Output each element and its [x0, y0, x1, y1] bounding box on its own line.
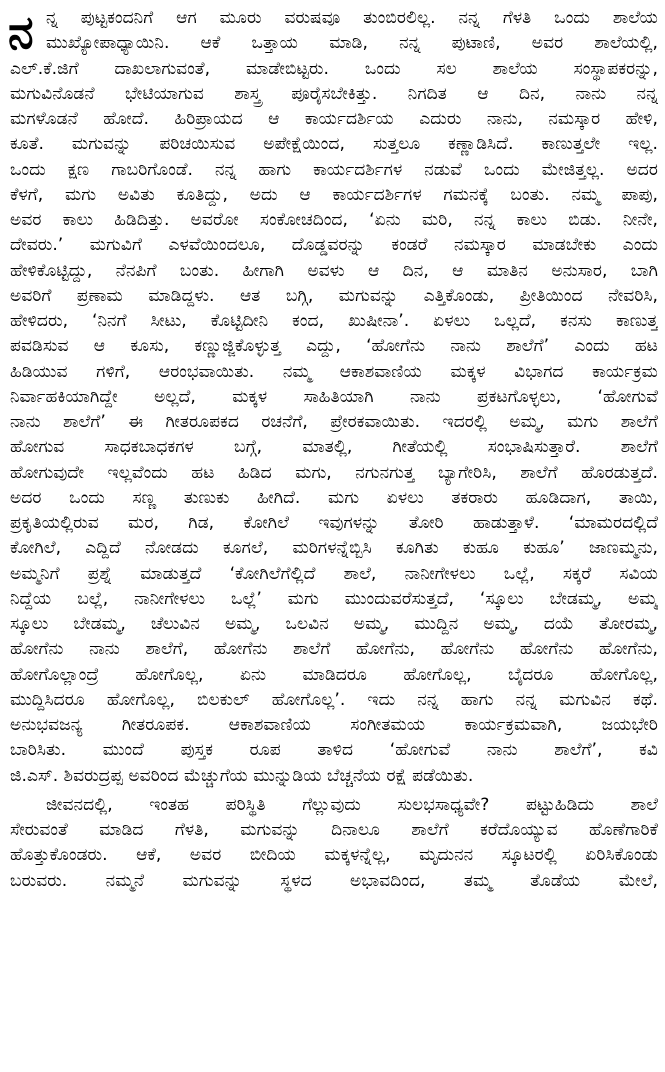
drop-cap: ನ — [8, 5, 34, 59]
text-line: ಅದರ ಒಂದು ಸಣ್ಣ ತುಣುಕು ಹೀಗಿದೆ. ಮಗು ಏಳಲು ತಕರಾರು ಹೂಡಿದಾಗ, ತಾಯಿ, — [10, 487, 658, 508]
paragraph-2 — [10, 793, 658, 894]
text-line: ಮಗಳೊಡನೆ ಹೋದೆ. ಹಿರಿಪ್ರಾಯದ ಆ ಕಾರ್ಯದರ್ಶಿಯ ಎದುರು ನಾನು, ನಮಸ್ಕಾರ ಹೇಳಿ, — [10, 109, 658, 129]
text-line: ಹೇಳಿದರು, ‘ನಿನಗೆ ಸೀಟು, ಕೊಟ್ಟಿದೀನಿ ಕಂದ, ಖುಷೀನಾ’. ಏಳಲು ಒಲ್ಲದೆ, ಕನಸು ಕಾಣುತ್ತ — [10, 311, 658, 331]
text-line: ಬಾರಿಸಿತು. ಮುಂದೆ ಪುಸ್ತಕ ರೂಪ ತಾಳಿದ ‘ಹೋಗುವೆ ನಾನು ಶಾಲೆಗೆ’, ಕವಿ — [10, 740, 658, 761]
text-line: ಹಿಡಿಯುವ ಗಳಿಗೆ, ಆರಂಭವಾಯಿತು. ನಮ್ಮ ಆಕಾಶವಾಣಿಯ ಮಕ್ಕಳ ವಿಭಾಗದ ಕಾರ್ಯಕ್ರಮ — [10, 361, 658, 382]
text-line: ಕೂತೆ. ಮಗುವನ್ನು ಪರಿಚಯಿಸುವ ಅಪೇಕ್ಷೆಯಿಂದ, ಸುತ್ತಲೂ ಕಣ್ಣಾಡಿಸಿದೆ. ಕಾಣುತ್ತಲೇ ಇಲ್ಲ. — [10, 134, 658, 155]
text-line: ನಾನು ಶಾಲೆಗೆ’ ಈ ಗೀತರೂಪಕದ ರಚನೆಗೆ, ಪ್ರೇರಕವಾಯಿತು. ಇದರಲ್ಲಿ ಅಮ್ಮ, ಮಗು ಶಾಲೆಗೆ — [10, 412, 658, 432]
text-line: ಪ್ರಕೃತಿಯಲ್ಲಿರುವ ಮರ, ಗಿಡ, ಕೋಗಿಲೆ ಇವುಗಳನ್ನು ತೋರಿ ಹಾಡುತ್ತಾಳೆ. ‘ಮಾಮರದಲ್ಲಿದೆ — [10, 513, 658, 533]
text-line: ಅವರ ಕಾಲು ಹಿಡಿದಿತ್ತು. ಅವರೋ ಸಂಕೋಚದಿಂದ, ‘ಏನು ಮರಿ, ನನ್ನ ಕಾಲು ಬಿಡು. ನೀನೇ, — [10, 210, 658, 230]
article-page — [10, 6, 658, 894]
text-line: ಜೀವನದಲ್ಲಿ, ಇಂತಹ ಪರಿಸ್ಥಿತಿ ಗೆಲ್ಲುವುದು ಸುಲಭಸಾಧ್ಯವೇ? ಪಟ್ಟುಹಿಡಿದು ಶಾಲೆ — [46, 794, 658, 815]
text-line: ಸೇರುವಂತೆ ಮಾಡಿದ ಗೆಳತಿ, ಮಗುವನ್ನು ದಿನಾಲೂ ಶಾಲೆಗೆ ಕರೆದೊಯ್ಯುವ ಹೊಣೆಗಾರಿಕೆ — [10, 820, 658, 840]
text-line: ಮುಖ್ಯೋಪಾಧ್ಯಾಯಿನಿ. ಆಕೆ ಒತ್ತಾಯ ಮಾಡಿ, ನನ್ನ ಪುಟಾಣಿ, ಅವರ ಶಾಲೆಯಲ್ಲಿ, — [46, 33, 658, 54]
text-line: ದೇವರು.’ ಮಗುವಿಗೆ ಎಳವೆಯಿಂದಲೂ, ದೊಡ್ಡವರನ್ನು ಕಂಡರೆ ನಮಸ್ಕಾರ ಮಾಡಬೇಕು ಎಂದು — [10, 235, 658, 256]
text-line: ಹೋಗೆನು ನಾನು ಶಾಲೆಗೆ, ಹೋಗೆನು ಶಾಲೆಗೆ ಹೋಗೆನು, ಹೋಗೆನು ಹೋಗೆನು ಹೋಗೆನು, — [10, 639, 658, 660]
text-line: ಪವಡಿಸುವ ಆ ಕೂಸು, ಕಣ್ಣುಜ್ಜಿಕೊಳ್ಳುತ್ತ ಎದ್ದು, ‘ಹೋಗೆನು ನಾನು ಶಾಲೆಗೆ’ ಎಂದು ಹಟ — [10, 336, 658, 357]
text-line: ಅವರಿಗೆ ಪ್ರಣಾಮ ಮಾಡಿದ್ದಳು. ಆತ ಬಗ್ಗಿ, ಮಗುವನ್ನು ಎತ್ತಿಕೊಂಡು, ಪ್ರೀತಿಯಿಂದ ನೇವರಿಸಿ, — [10, 285, 658, 306]
text-line: ಮಗುವಿನೊಡನೆ ಭೇಟಿಯಾಗುವ ಶಾಸ್ತ್ರ ಪೂರೈಸಬೇಕಿತ್ತು. ನಿಗದಿತ ಆ ದಿನ, ನಾನು ನನ್ನ — [10, 83, 658, 104]
text-line: ಹೊತ್ತುಕೊಂಡರು. ಆಕೆ, ಅವರ ಬೀದಿಯ ಮಕ್ಕಳನ್ನೆಲ್ಲ, ಮೃದುನನ ಸ್ಕೂಟರಲ್ಲಿ ಏರಿಸಿಕೊಂಡು — [10, 845, 658, 866]
text-line: ಸ್ಕೂಲು ಬೇಡಮ್ಮ, ಚೆಲುವಿನ ಅಮ್ಮ, ಒಲವಿನ ಅಮ್ಮ, ಮುದ್ದಿನ ಅಮ್ಮ, ದಯೆ ತೋರಮ್ಮ, — [10, 614, 658, 634]
text-line: ನ್ನ ಪುಟ್ಟಕಂದನಿಗೆ ಆಗ ಮೂರು ವರುಷವೂ ತುಂಬಿರಲಿಲ್ಲ. ನನ್ನ ಗೆಳತಿ ಒಂದು ಶಾಲೆಯ — [46, 8, 658, 28]
text-line: ಅನುಭವಜನ್ಯ ಗೀತರೂಪಕ. ಆಕಾಶವಾಣಿಯ ಸಂಗೀತಮಯ ಕಾರ್ಯಕ್ರಮವಾಗಿ, ಜಯಭೇರಿ — [10, 715, 658, 735]
text-line: ಅಮ್ಮನಿಗೆ ಪ್ರಶ್ನೆ ಮಾಡುತ್ತದೆ ‘ಕೋಗಿಲೆಗೆಲ್ಲಿದೆ ಶಾಲೆ, ನಾನೀಗೇಳಲು ಒಲ್ಲೆ, ಸಕ್ಕರೆ ಸವಿಯ — [10, 563, 658, 584]
text-line: ನಿರ್ವಾಹಕಿಯಾಗಿದ್ದೇ ಅಲ್ಲದೆ, ಮಕ್ಕಳ ಸಾಹಿತಿಯಾಗಿ ನಾನು ಪ್ರಕಟಗೊಳ್ಳಲು, ‘ಹೋಗುವೆ — [10, 386, 658, 407]
text-line: ಬರುವರು. ನಮ್ಮನೆ ಮಗುವನ್ನು ಸ್ಥಳದ ಅಭಾವದಿಂದ, ತಮ್ಮ ತೊಡೆಯ ಮೇಲೆ, — [10, 870, 658, 891]
text-line: ಹೋಗುವುದೇ ಇಲ್ಲವೆಂದು ಹಟ ಹಿಡಿದ ಮಗು, ನಗುನಗುತ್ತ ಬ್ಯಾಗೇರಿಸಿ, ಶಾಲೆಗೆ ಹೊರಡುತ್ತದೆ. — [10, 462, 658, 483]
paragraph-1 — [10, 6, 658, 789]
text-line: ಎಲ್.ಕೆ.ಜಿಗೆ ದಾಖಲಾಗುವಂತೆ, ಮಾಡೇಬಿಟ್ಟರು. ಒಂದು ಸಲ ಶಾಲೆಯ ಸಂಸ್ಥಾಪಕರನ್ನು, — [10, 58, 658, 79]
text-line: ಒಂದು ಕ್ಷಣ ಗಾಬರಿಗೊಂಡೆ. ನನ್ನ ಹಾಗು ಕಾರ್ಯದರ್ಶಿಗಳ ನಡುವೆ ಒಂದು ಮೇಜಿತ್ತಲ್ಲ. ಅದರ — [10, 159, 658, 180]
text-line: ಕೋಗಿಲೆ, ಎದ್ದಿದೆ ನೋಡದು ಕೂಗಲೆ, ಮರಿಗಳನ್ನೆಬ್ಬಿಸಿ ಕೂಗಿತು ಕುಹೂ ಕುಹೂ’ ಜಾಣಮ್ಮನು, — [10, 538, 658, 559]
text-line: ಕೆಳಗೆ, ಮಗು ಅವಿತು ಕೂತಿದ್ದು, ಅದು ಆ ಕಾರ್ಯದರ್ಶಿಗಳ ಗಮನಕ್ಕೆ ಬಂತು. ನಮ್ಮ ಪಾಪು, — [10, 184, 658, 205]
text-line: ಮುದ್ದಿಸಿದರೂ ಹೋಗೊಲ್ಲ, ಬಿಲಕುಲ್ ಹೋಗೊಲ್ಲ’. ಇದು ನನ್ನ ಹಾಗು ನನ್ನ ಮಗುವಿನ ಕಥೆ. — [10, 689, 658, 710]
text-line: ಹೇಳಿಕೊಟ್ಟಿದ್ದು, ನೆನಪಿಗೆ ಬಂತು. ಹೀಗಾಗಿ ಅವಳು ಆ ದಿನ, ಆ ಮಾತಿನ ಅನುಸಾರ, ಬಾಗಿ — [10, 260, 658, 281]
text-line: ಹೋಗುವ ಸಾಧಕಬಾಧಕಗಳ ಬಗ್ಗೆ, ಮಾತಲ್ಲಿ, ಗೀತೆಯಲ್ಲಿ ಸಂಭಾಷಿಸುತ್ತಾರೆ. ಶಾಲೆಗೆ — [10, 437, 658, 458]
text-line: ನಿದ್ದೆಯ ಬಲ್ಲೆ, ನಾನೀಗೇಳಲು ಒಲ್ಲೆ’ ಮಗು ಮುಂದುವರೆಸುತ್ತದೆ, ‘ಸ್ಕೂಲು ಬೇಡಮ್ಮ, ಅಮ್ಮ — [10, 588, 658, 609]
text-line: ಹೋಗೊಲ್ಲಾಂದ್ರೆ ಹೋಗೊಲ್ಲ, ಏನು ಮಾಡಿದರೂ ಹೋಗೊಲ್ಲ, ಬೈದರೂ ಹೋಗೊಲ್ಲ, — [10, 664, 658, 685]
text-line: ಜಿ.ಎಸ್. ಶಿವರುದ್ರಪ್ಪ ಅವರಿಂದ ಮೆಚ್ಚುಗೆಯ ಮುನ್ನುಡಿಯ ಬೆಚ್ಚನೆಯ ರಕ್ಷೆ ಪಡೆಯಿತು. — [10, 765, 474, 786]
